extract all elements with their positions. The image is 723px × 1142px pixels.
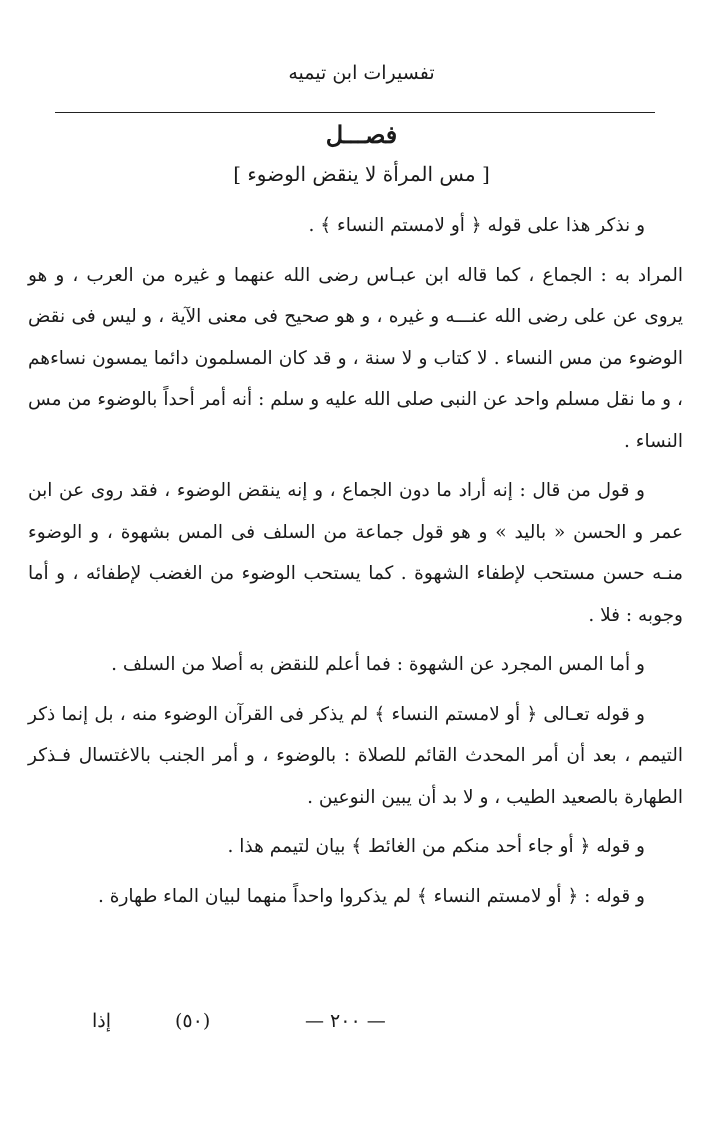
section-title: فصـــل	[325, 120, 398, 149]
paragraph: و قوله : ﴿ أو لامستم النساء ﴾ لم يذكروا واحداً منهما لبيان الماء طهارة .	[98, 885, 645, 907]
header-divider	[55, 112, 655, 113]
body-text	[28, 205, 683, 925]
paragraph: و أما المس المجرد عن الشهوة : فما أعلم للنقض به أصلا من السلف .	[111, 654, 645, 675]
signature-mark: (٥٠)	[175, 1010, 211, 1032]
paragraph: و نذكر هذا على قوله ﴿ أو لامستم النساء ﴾ .	[308, 215, 645, 236]
running-header: تفسيرات ابن تيميه	[288, 62, 435, 84]
section-subtitle: [ مس المرأة لا ينقض الوضوء ]	[233, 162, 490, 186]
paragraph: و قول من قال : إنه أراد ما دون الجماع ، و إنه ينقض الوضوء ، فقد روى عن ابن عمر و الحسن « باليد » و هو قول جماعة من السلف فى المس بشهوة ، و الوضوء منـه حسن مستحب لإطفاء الشهوة . كما يستحب الوضوء من الغضب لإطفائه ، و أما وجوبه : فلا .	[28, 480, 683, 626]
paragraph: المراد به : الجماع ، كما قاله ابن عبـاس رضى الله عنهما و غيره من العرب ، و هو يروى عن على رضى الله عنـــه و غيره ، و هو صحيح فى معنى الآية ، و ليس فى نقض الوضوء من مس النساء . لا كتاب و لا سنة ، و قد كان المسلمون دائما يمسون نساءهم ، و ما نقل مسلم واحد عن النبى صلى الله عليه و سلم : أنه أمر أحداً بالوضوء من مس النساء .	[28, 264, 683, 452]
page-number: — ٢٠٠ —	[305, 1010, 386, 1032]
paragraph: و قوله ﴿ أو جاء أحد منكم من الغائط ﴾ بيان لتيمم هذا .	[227, 836, 645, 857]
paragraph: و قوله تعـالى ﴿ أو لامستم النساء ﴾ لم يذكر فى القرآن الوضوء منه ، بل إنما ذكر التيمم ، بعد أن أمر المحدث القائم للصلاة : بالوضوء ، و أمر الجنب بالاغتسال فـذكر الطهارة بالصعيد الطيب ، و لا بد أن يبين النوعين .	[28, 703, 683, 808]
page-footer	[0, 1010, 723, 1044]
catchword: إذا	[92, 1010, 112, 1032]
